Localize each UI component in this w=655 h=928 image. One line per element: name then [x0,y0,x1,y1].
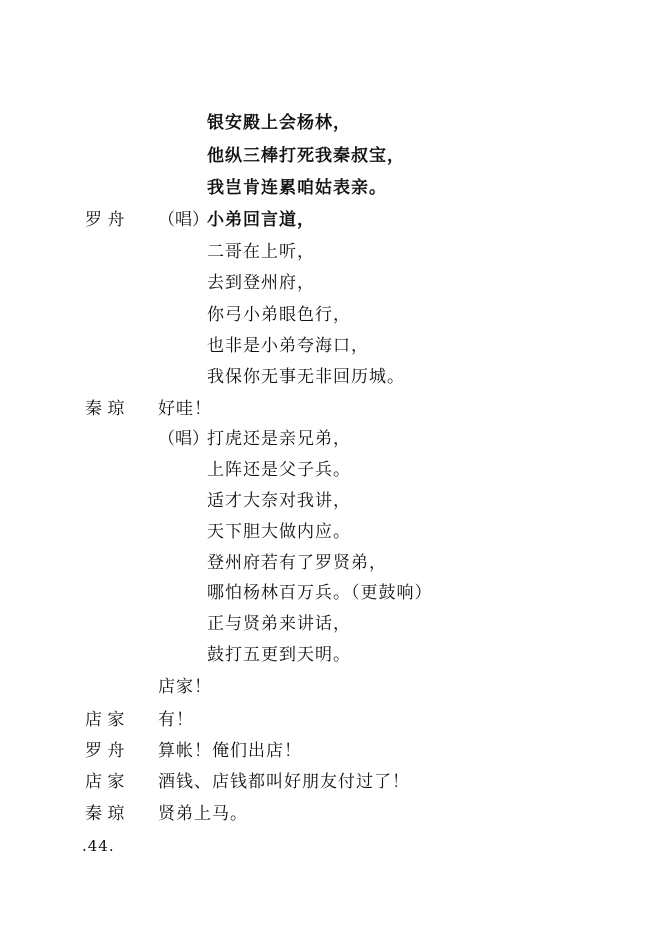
verse-line: 上阵还是父子兵。 [207,460,351,480]
verse-line: 二哥在上听， [207,242,315,262]
stage-direction: （唱） [158,210,209,230]
page-number: .44. [82,837,115,855]
verse-line: 天下胆大做内应。 [207,522,351,542]
speaker-name: 秦 琼 [85,804,125,824]
verse-line: 你弓小弟眼色行， [207,305,351,325]
verse-line: 哪怕杨林百万兵。（更鼓响） [207,583,433,603]
dialogue-line: 好哇！ [158,399,212,419]
dialogue-line: 店家！ [158,677,212,697]
speaker-name: 罗 舟 [85,741,125,761]
speaker-name: 店 家 [85,710,125,730]
verse-line: 去到登州府， [207,273,315,293]
speaker-name: 秦 琼 [85,399,125,419]
verse-line: 适才大奈对我讲， [207,491,351,511]
verse-line: 登州府若有了罗贤弟， [207,553,387,573]
verse-line: 小弟回言道， [207,210,315,230]
dialogue-line: 贤弟上马。 [158,804,248,824]
verse-line: 他纵三棒打死我秦叔宝， [207,146,405,166]
dialogue-line: 算帐！俺们出店！ [158,741,302,761]
verse-line: 银安殿上会杨林， [207,113,351,133]
verse-line: 也非是小弟夸海口， [207,336,369,356]
verse-line: 打虎还是亲兄弟， [207,429,351,449]
verse-line: 正与贤弟来讲话， [207,614,351,634]
dialogue-line: 有！ [158,710,194,730]
verse-line: 我保你无事无非回历城。 [207,367,405,387]
speaker-name: 罗 舟 [85,210,125,230]
stage-direction: （唱） [158,429,209,449]
speaker-name: 店 家 [85,772,125,792]
verse-line: 我岂肯连累咱姑表亲。 [207,178,387,198]
verse-line: 鼓打五更到天明。 [207,645,351,665]
dialogue-line: 酒钱、店钱都叫好朋友付过了！ [158,772,410,792]
